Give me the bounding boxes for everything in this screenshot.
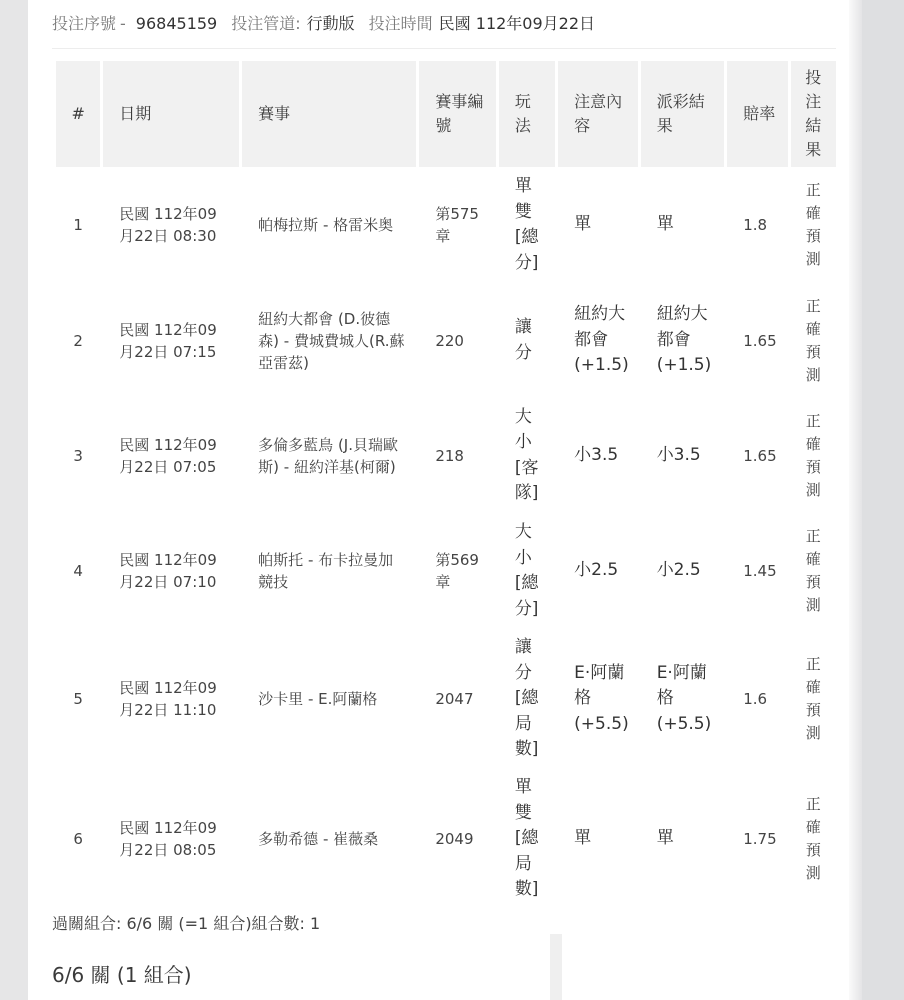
cell-index: 3 xyxy=(73,446,83,465)
cell-play: 大小[客隊] xyxy=(514,406,539,503)
cell-event: 帕斯托 - 布卡拉曼加競技 xyxy=(258,551,394,591)
col-header-pick: 注意內容 xyxy=(558,61,638,167)
cell-payout-result: 小3.5 xyxy=(656,444,701,465)
cell-payout-result: 單 xyxy=(656,214,674,235)
serial-label: 投注序號 xyxy=(52,14,117,33)
table-row xyxy=(56,398,836,513)
cell-pick: E·阿蘭格(+5.5) xyxy=(574,662,629,734)
cell-odds: 1.75 xyxy=(743,830,777,848)
cell-pick: 紐約大都會(+1.5) xyxy=(574,304,629,376)
cell-bet-result: 正確預測 xyxy=(805,795,821,882)
cell-event-no: 2049 xyxy=(435,830,474,848)
col-header-event-no: 賽事編號 xyxy=(419,61,496,167)
cell-index: 4 xyxy=(73,562,83,580)
cell-odds: 1.8 xyxy=(743,216,768,234)
card-shadow-edge xyxy=(849,0,862,1000)
bet-detail-card xyxy=(28,0,862,1000)
cell-payout-result: 小2.5 xyxy=(656,560,701,581)
parlay-group-title: 6/6 關 (1 組合) xyxy=(52,963,192,987)
col-header-event: 賽事 xyxy=(242,61,416,167)
serial-separator: - xyxy=(120,14,126,33)
cell-date: 民國 112年09月22日 07:05 xyxy=(119,435,217,476)
cell-play: 單雙[總分] xyxy=(514,176,539,273)
cell-event-no: 220 xyxy=(435,331,464,350)
cell-pick: 小2.5 xyxy=(574,560,619,581)
cell-play: 大小[總分] xyxy=(514,522,539,619)
table-row xyxy=(56,513,836,629)
cell-payout-result: 單 xyxy=(656,828,674,849)
col-header-odds: 賠率 xyxy=(727,61,787,167)
header-divider xyxy=(52,48,836,49)
cell-date: 民國 112年09月22日 08:30 xyxy=(119,205,217,245)
col-header-payout-result: 派彩結果 xyxy=(641,61,725,167)
cell-index: 2 xyxy=(73,331,83,350)
cell-pick: 小3.5 xyxy=(574,444,619,465)
cell-play: 讓分 xyxy=(514,317,532,363)
cell-date: 民國 112年09月22日 07:15 xyxy=(119,320,217,361)
cell-event: 多勒希德 - 崔薇桑 xyxy=(258,830,379,848)
bet-info-header xyxy=(52,11,595,34)
table-row xyxy=(56,629,836,769)
bet-table xyxy=(53,61,839,909)
cell-event: 沙卡里 - E.阿蘭格 xyxy=(258,690,378,708)
cell-index: 1 xyxy=(73,216,83,234)
channel-label: 投注管道: xyxy=(231,14,301,33)
table-row xyxy=(56,283,836,398)
cell-event-no: 第575章 xyxy=(435,205,479,245)
cell-bet-result: 正確預測 xyxy=(805,655,821,742)
cell-pick: 單 xyxy=(574,828,592,849)
cell-play: 單雙[總局數] xyxy=(514,777,539,900)
cell-event: 多倫多藍鳥 (J.貝瑞歐斯) - 紐約洋基(柯爾) xyxy=(258,435,398,476)
cell-event: 紐約大都會 (D.彼德森) - 費城費城人(R.蘇亞雷茲) xyxy=(258,309,405,372)
col-header-bet-result: 投注結果 xyxy=(791,61,836,167)
cell-payout-result: E·阿蘭格(+5.5) xyxy=(656,662,712,734)
col-header-date: 日期 xyxy=(103,61,239,167)
table-row xyxy=(56,769,836,909)
cell-event-no: 第569章 xyxy=(435,551,479,591)
cell-play: 讓分[總局數] xyxy=(514,637,539,760)
cell-event-no: 2047 xyxy=(435,690,474,708)
cell-event-no: 218 xyxy=(435,446,464,465)
time-label: 投注時間 xyxy=(368,14,433,33)
cell-index: 6 xyxy=(73,830,83,848)
cell-bet-result: 正確預測 xyxy=(805,296,821,384)
cell-bet-result: 正確預測 xyxy=(805,411,821,499)
table-row xyxy=(56,167,836,283)
channel-value: 行動版 xyxy=(306,14,355,33)
cell-odds: 1.65 xyxy=(743,331,777,350)
cell-pick: 單 xyxy=(574,214,592,235)
parlay-summary: 過關組合: 6/6 關 (=1 組合)組合數: 1 xyxy=(52,914,321,933)
cell-bet-result: 正確預測 xyxy=(805,527,821,614)
cell-event: 帕梅拉斯 - 格雷米奥 xyxy=(258,216,394,234)
left-gutter xyxy=(0,0,28,1000)
time-value: 民國 112年09月22日 xyxy=(438,14,596,33)
col-header-play: 玩法 xyxy=(499,61,555,167)
cell-odds: 1.6 xyxy=(743,690,768,708)
serial-value: 96845159 xyxy=(135,14,218,33)
col-header-index: # xyxy=(56,61,100,167)
cell-date: 民國 112年09月22日 07:10 xyxy=(119,551,217,591)
cell-bet-result: 正確預測 xyxy=(805,181,821,268)
cell-date: 民國 112年09月22日 11:10 xyxy=(119,679,217,719)
cell-index: 5 xyxy=(73,690,83,708)
right-gutter xyxy=(862,0,904,1000)
table-header-row xyxy=(56,61,836,167)
cell-odds: 1.45 xyxy=(743,562,777,580)
cell-date: 民國 112年09月22日 08:05 xyxy=(119,819,217,859)
section-divider xyxy=(550,934,562,1000)
cell-odds: 1.65 xyxy=(743,446,777,465)
parlay-group-section xyxy=(52,934,550,1000)
cell-payout-result: 紐約大都會(+1.5) xyxy=(656,304,712,376)
